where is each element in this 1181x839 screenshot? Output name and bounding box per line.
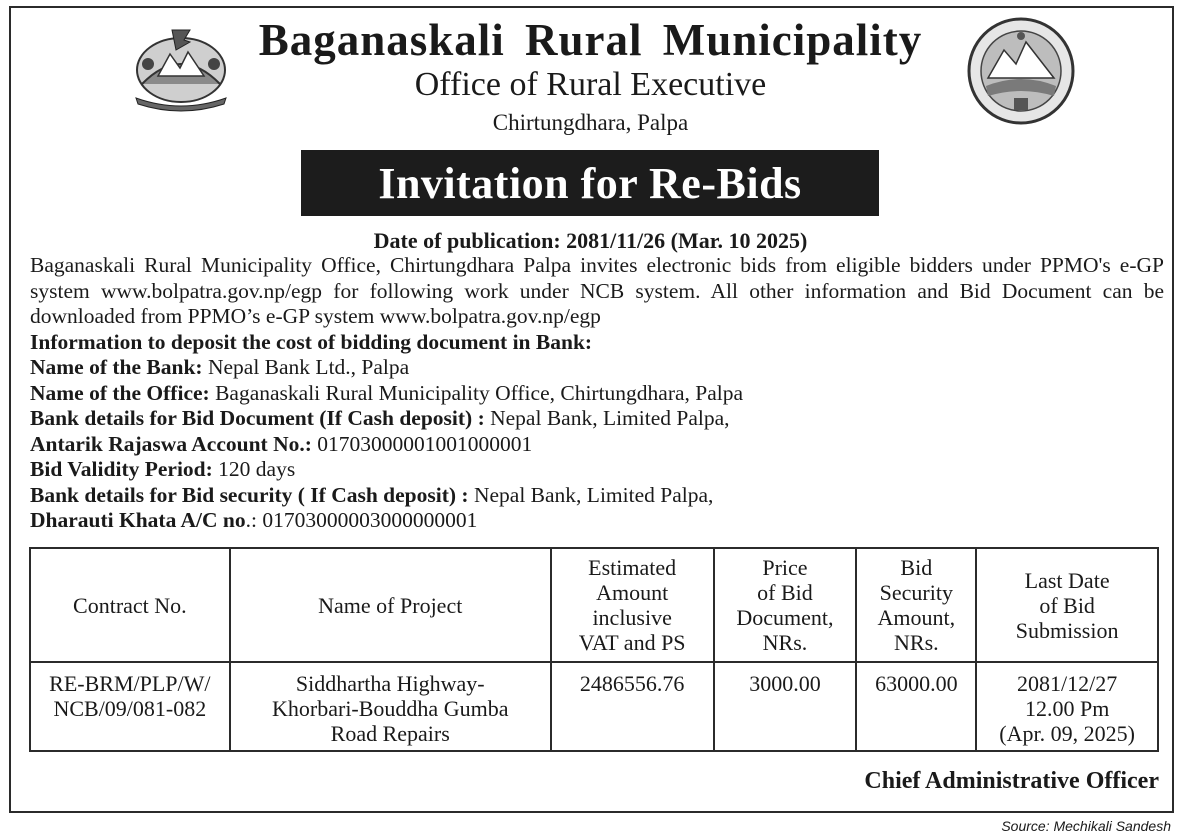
bid-security-bank-value: Nepal Bank, Limited Palpa, bbox=[468, 482, 714, 507]
rajaswa-account-line bbox=[30, 432, 1164, 458]
rajaswa-account-value: 01703000001001000001 bbox=[311, 431, 533, 456]
rajaswa-account-label: Antarik Rajaswa Account No.: bbox=[30, 431, 312, 456]
cell-contract-no: RE-BRM/PLP/W/ NCB/09/081-082 bbox=[30, 662, 230, 751]
table-row bbox=[30, 662, 1158, 751]
bank-name-label: Name of the Bank: bbox=[30, 355, 203, 379]
deposit-heading-text: Information to deposit the cost of bidding document in Bank: bbox=[30, 329, 593, 354]
signatory-title: Chief Administrative Officer bbox=[864, 768, 1159, 794]
dharauti-account-label: Dharauti Khata A/C no bbox=[30, 508, 246, 532]
bid-validity-value: 120 days bbox=[212, 457, 296, 481]
office-location: Chirtungdhara, Palpa bbox=[492, 110, 689, 135]
bid-validity-line bbox=[30, 457, 1164, 483]
cell-estimated-amount: 2486556.76 bbox=[551, 662, 714, 751]
bid-table bbox=[29, 547, 1159, 752]
header-bid-security: Bid Security Amount, NRs. bbox=[856, 548, 976, 662]
header-estimated-amount: Estimated Amount inclusive VAT and PS bbox=[551, 548, 714, 662]
notice-body bbox=[30, 253, 1164, 534]
bid-validity-label: Bid Validity Period: bbox=[30, 457, 213, 481]
header-contract-no: Contract No. bbox=[30, 548, 230, 662]
office-name: Office of Rural Executive bbox=[414, 66, 767, 103]
header-document-price: Price of Bid Document, NRs. bbox=[714, 548, 857, 662]
bank-name-line bbox=[30, 355, 1164, 381]
source-credit: Source: Mechikali Sandesh bbox=[1001, 818, 1171, 834]
bid-document-bank-value: Nepal Bank, Limited Palpa, bbox=[484, 406, 730, 430]
intro-paragraph: Baganaskali Rural Municipality Office, Chirtungdhara Palpa invites electronic bids from eligible bidders under PPMO's e-GP system www.bolpatra.gov.np/egp for following work under NCB system. All other information and Bid Document can be downloaded from PPMO’s e-GP system www.bolpatra.gov.np/egp bbox=[30, 253, 1164, 328]
table-header-row bbox=[30, 548, 1158, 662]
org-name: Baganaskali Rural Municipality bbox=[258, 15, 923, 65]
header-project-name: Name of Project bbox=[230, 548, 551, 662]
cell-last-date: 2081/12/27 12.00 Pm (Apr. 09, 2025) bbox=[976, 662, 1158, 751]
deposit-heading bbox=[30, 330, 1164, 356]
bid-document-bank-line bbox=[30, 406, 1164, 432]
cell-project-name: Siddhartha Highway- Khorbari-Bouddha Gumba Road Repairs bbox=[230, 662, 551, 751]
office-name-line bbox=[30, 381, 1164, 407]
dharauti-account-value: .: 01703000003000000001 bbox=[245, 508, 478, 532]
bid-security-bank-line bbox=[30, 483, 1164, 509]
bid-security-bank-label: Bank details for Bid security ( If Cash deposit) : bbox=[30, 482, 469, 507]
cell-document-price: 3000.00 bbox=[714, 662, 857, 751]
notice-title-banner: Invitation for Re-Bids bbox=[301, 150, 879, 216]
cell-bid-security: 63000.00 bbox=[856, 662, 976, 751]
publication-date: Date of publication: 2081/11/26 (Mar. 10 2025) bbox=[373, 228, 808, 253]
office-name-value: Baganaskali Rural Municipality Office, Chirtungdhara, Palpa bbox=[209, 380, 744, 405]
office-name-label: Name of the Office: bbox=[30, 380, 210, 405]
dharauti-account-line bbox=[30, 508, 1164, 534]
header-last-date: Last Date of Bid Submission bbox=[976, 548, 1158, 662]
bid-document-bank-label: Bank details for Bid Document (If Cash deposit) : bbox=[30, 406, 485, 430]
bank-name-value: Nepal Bank Ltd., Palpa bbox=[202, 355, 410, 379]
